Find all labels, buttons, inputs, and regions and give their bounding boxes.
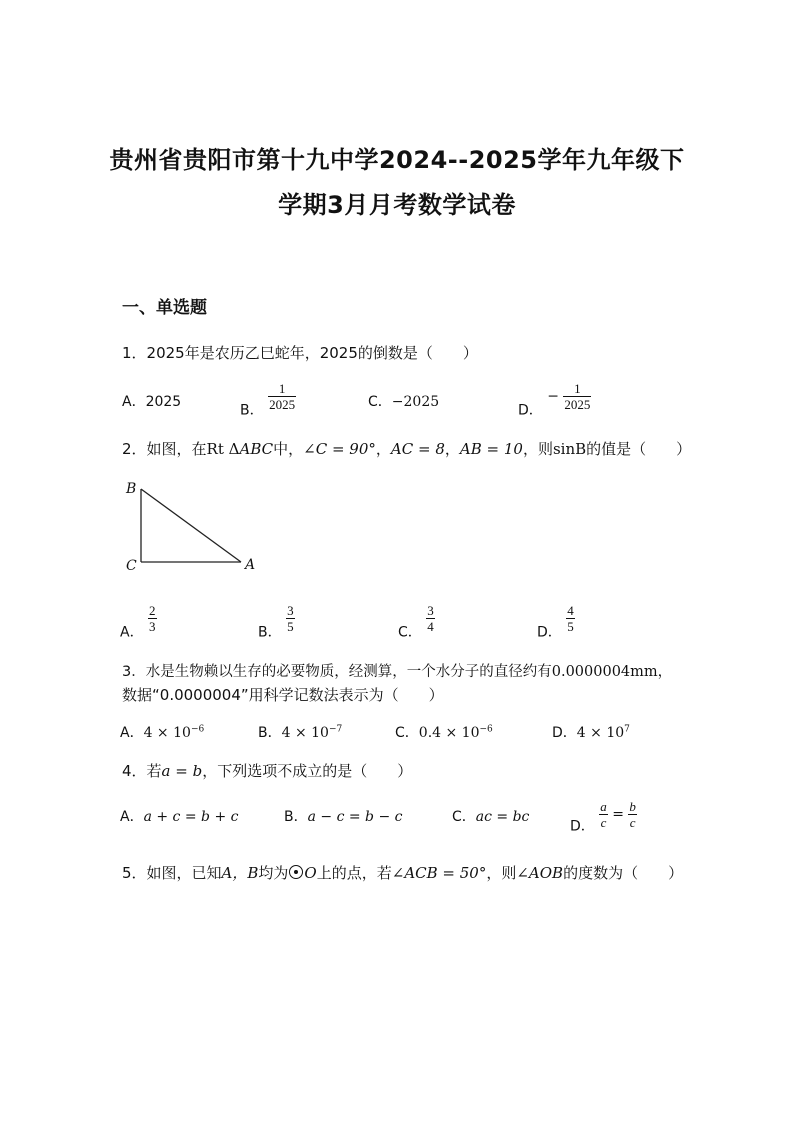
question-3-line-2: 数据“0.0000004”用科学记数法表示为（ ） [122,686,444,704]
q4-option-b: B．a − c = b − c [284,809,403,825]
q3-option-a: A．$4 \times 10^{-6}$ [120,724,205,741]
q1-option-d: D． − $\frac{1}{2025}$ [518,381,591,419]
q2-option-c: C． $\frac{3}{4}$ [398,603,434,641]
q4-option-d: D． $\frac{a}{c}$ = $\frac{b}{c}$ [570,799,636,835]
q3-option-b: B．$4 \times 10^{-7}$ [258,724,343,741]
q2-option-d: D． $\frac{4}{5}$ [537,603,574,641]
question-3-line-1: 3．水是生物赖以生存的必要物质，经测算，一个水分子的直径约有0.0000004mm， [122,664,673,680]
q4-option-c: C．ac = bc [452,809,530,825]
q3-option-c: C．$0.4 \times 10^{-6}$ [395,724,493,741]
q2-option-a: A． $\frac{2}{3}$ [120,603,156,641]
q4-option-a: A．a + c = b + c [120,809,239,825]
q1-option-a: A．2025 [122,394,182,410]
vertex-label-b: B [126,481,137,497]
circle-dot-icon [289,865,303,879]
question-4-text: 4．若a = b，下列选项不成立的是（ ） [122,762,413,780]
q1-option-b: B． $\frac{1}{2025}$ [240,381,296,419]
page-title-line-2: 学期3月月考数学试卷 [278,191,516,219]
q1-b-fraction: $\frac{1}{2025}$ [269,381,296,412]
q3-option-d: D．$4 \times 10^7$ [552,724,630,741]
q1-d-fraction: $\frac{1}{2025}$ [564,381,591,412]
question-5-text: 5．如图，已知A，B均为 O上的点，若∠ACB = 50°，则∠AOB的度数为（ ） [122,864,684,882]
section-heading: 一、单选题 [122,298,207,318]
question-2-text: 2．如图，在Rt ΔABC中，∠C = 90°，AC = 8，AB = 10，则sinB的值是（ ） [122,440,692,458]
page-title-line-1: 贵州省贵阳市第十九中学2024--2025学年九年级下 [109,146,685,174]
q1-option-c: C．−2025 [368,394,440,410]
q2-option-b: B． $\frac{3}{5}$ [258,603,294,641]
question-1-text: 1．2025年是农历乙巳蛇年，2025的倒数是（ ） [122,344,478,362]
vertex-label-c: C [126,558,137,574]
vertex-label-a: A [245,557,256,573]
